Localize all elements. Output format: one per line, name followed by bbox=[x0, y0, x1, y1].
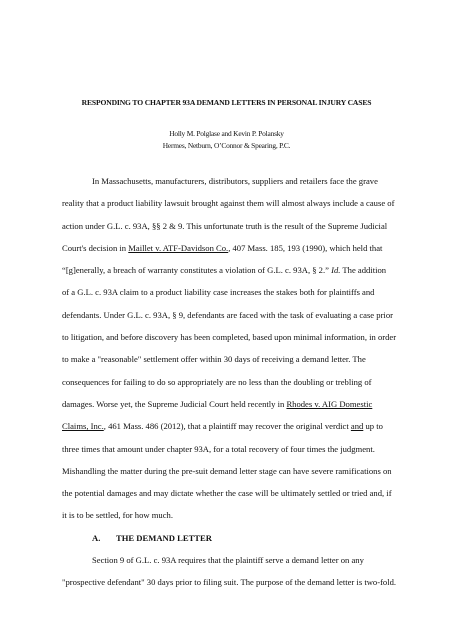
author-names: Holly M. Polglase and Kevin P. Polansky bbox=[169, 129, 284, 138]
text-line: to make a "reasonable" settlement offer within 30 days of receiving a demand letter. The bbox=[62, 354, 366, 365]
text-line bbox=[62, 259, 392, 281]
case-citation: Rhodes v. AIG Domestic bbox=[286, 398, 373, 409]
text-line: action under G.L. c. 93A, §§ 2 & 9. This unfortunate truth is the result of the Supreme Judicial bbox=[62, 220, 388, 231]
text-line bbox=[62, 415, 392, 437]
text-line bbox=[62, 237, 392, 259]
author-block bbox=[0, 128, 453, 152]
text-segment: The addition bbox=[340, 265, 387, 276]
text-segment: , 407 Mass. 185, 193 (1990), which held that bbox=[228, 242, 383, 253]
text-segment: , 461 Mass. 486 (2012), that a plaintiff may recover the original verdict bbox=[103, 421, 351, 432]
text-line bbox=[62, 393, 392, 415]
text-line: the potential damages and may dictate whether the case will be ultimately settled or tried and, if bbox=[62, 488, 392, 499]
case-citation: Maillet v. ATF-Davidson Co. bbox=[128, 242, 229, 253]
text-line: In Massachusetts, manufacturers, distributors, suppliers and retailers face the grave bbox=[92, 176, 378, 186]
document-title: RESPONDING TO CHAPTER 93A DEMAND LETTERS IN PERSONAL INJURY CASES bbox=[81, 98, 372, 107]
text-line: three times that amount under chapter 93A, for a total recovery of four times the judgment. bbox=[62, 443, 375, 454]
text-line: "prospective defendant" 30 days prior to filing suit. The purpose of the demand letter is two-fold. bbox=[62, 577, 397, 588]
case-citation: Claims, Inc. bbox=[62, 421, 104, 432]
section-title: THE DEMAND LETTER bbox=[116, 532, 212, 543]
text-line: to litigation, and before discovery has been completed, based upon minimal information, in order bbox=[62, 332, 397, 343]
document-body bbox=[62, 170, 397, 594]
text-line: consequences for failing to do so appropriately are no less than the doubling or trebling of bbox=[62, 376, 372, 387]
text-segment: Court's decision in bbox=[62, 242, 129, 253]
law-firm: Hermes, Netburn, O’Connor & Spearing, P.C. bbox=[162, 141, 291, 150]
paragraph-2 bbox=[62, 549, 397, 594]
text-line: it is to be settled, for how much. bbox=[62, 510, 173, 521]
text-line: Mishandling the matter during the pre-suit demand letter stage can have severe ramifications on bbox=[62, 465, 392, 476]
section-heading bbox=[62, 527, 392, 549]
paragraph-1 bbox=[62, 170, 397, 527]
text-segment: “[g]enerally, a breach of warranty constitutes a violation of G.L. c. 93A, § 2.” bbox=[62, 265, 332, 276]
id-citation: Id. bbox=[331, 265, 341, 276]
text-line: reality that a product liability lawsuit brought against them will almost always include a cause of bbox=[62, 198, 395, 209]
text-line: Section 9 of G.L. c. 93A requires that the plaintiff serve a demand letter on any bbox=[92, 555, 364, 566]
emphasis-and: and bbox=[350, 421, 364, 432]
section-letter: A. bbox=[92, 532, 101, 543]
text-line: defendants. Under G.L. c. 93A, § 9, defendants are faced with the task of evaluating a case prior bbox=[62, 309, 393, 320]
text-segment: up to bbox=[363, 421, 383, 432]
text-line: of a G.L. c. 93A claim to a product liability case increases the stakes both for plaintiffs and bbox=[62, 287, 375, 298]
text-segment: damages. Worse yet, the Supreme Judicial Court held recently in bbox=[62, 398, 287, 409]
